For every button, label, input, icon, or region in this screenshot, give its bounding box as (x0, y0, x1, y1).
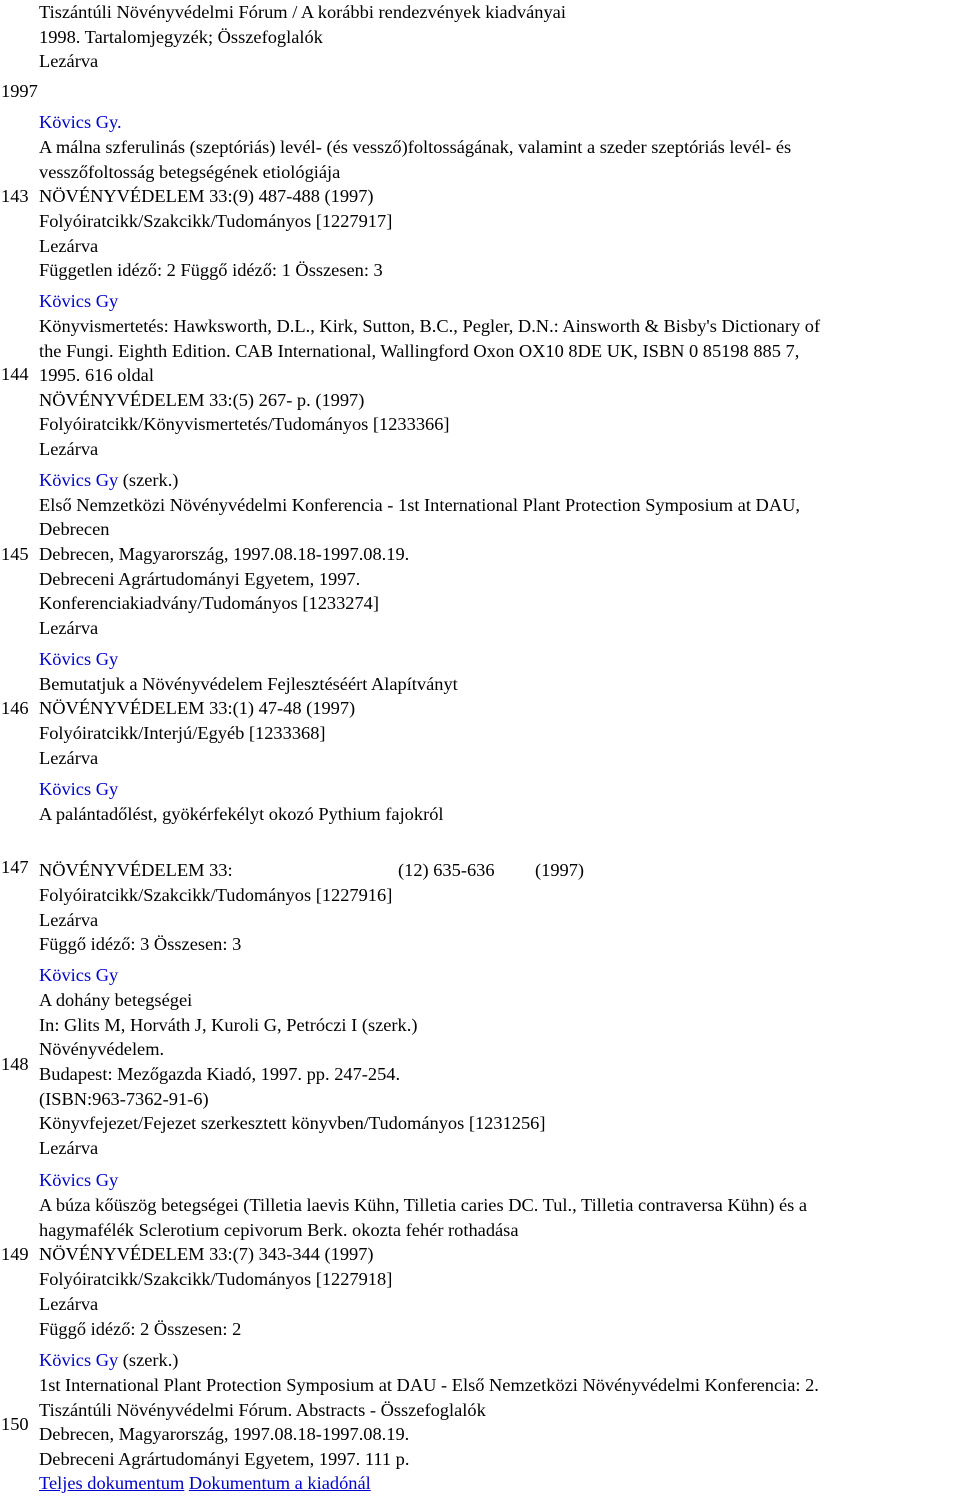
entry-book: Növényvédelem. (39, 1039, 165, 1059)
entry-title: A málna szferulinás (szeptóriás) levél- (és vessző)foltosságának, valamint a szeder szeptóriás levél- és (39, 137, 792, 157)
author-line (39, 468, 178, 493)
entry-source: NÖVÉNYVÉDELEM 33:(5) 267- p. (1997) (39, 390, 365, 410)
entry-title: Könyvismertetés: Hawksworth, D.L., Kirk, Sutton, B.C., Pegler, D.N.: Ainsworth & Bisby's Dictionary of (39, 316, 821, 336)
full-document-link[interactable]: Teljes dokumentum (39, 1473, 185, 1493)
citation-counts: Független idéző: 2 Függő idéző: 1 Összesen: 3 (39, 260, 383, 280)
author-line (39, 1348, 178, 1373)
status-label: Lezárva (39, 236, 99, 256)
publisher-document-link[interactable]: Dokumentum a kiadónál (188, 1473, 371, 1493)
entry-title: A búza kőüszög betegségei (Tilletia laevis Kühn, Tilletia caries DC. Tul., Tilletia contraversa Kühn) és a (39, 1195, 808, 1215)
entry-type: Könyvfejezet/Fejezet szerkesztett könyvben/Tudományos [1231256] (39, 1113, 546, 1133)
entry-type: Folyóiratcikk/Könyvismertetés/Tudományos [1233366] (39, 414, 450, 434)
status-label: Lezárva (39, 618, 99, 638)
entry-number: 149 (1, 1244, 29, 1264)
year-label: 1997 (1, 81, 38, 101)
author-link[interactable]: Kövics Gy (39, 470, 119, 490)
entry-number: 148 (1, 1054, 29, 1074)
editor-suffix: (szerk.) (118, 470, 179, 490)
author-link[interactable]: Kövics Gy (39, 965, 119, 985)
entry-title-cont: Tiszántúli Növényvédelmi Fórum. Abstracts - Összefoglalók (39, 1400, 486, 1420)
entry-links (39, 1471, 371, 1496)
entry-editors: In: Glits M, Horváth J, Kuroli G, Petróczi I (szerk.) (39, 1015, 418, 1035)
citation-counts: Függő idéző: 2 Összesen: 2 (39, 1319, 242, 1339)
entry-title: 1st International Plant Protection Symposium at DAU - Első Nemzetközi Növényvédelmi Konferencia: 2. (39, 1375, 819, 1395)
entry-title-cont: 1995. 616 oldal (39, 365, 154, 385)
entry-type: Konferenciakiadvány/Tudományos [1233274] (39, 593, 379, 613)
entry-publisher: Debreceni Agrártudományi Egyetem, 1997. (39, 569, 361, 589)
entry-place: Debrecen, Magyarország, 1997.08.18-1997.08.19. (39, 1424, 410, 1444)
entry-source-year: (1997) (535, 860, 585, 880)
editor-suffix: (szerk.) (118, 1350, 179, 1370)
status-label: Lezárva (39, 910, 99, 930)
status-label: Lezárva (39, 1138, 99, 1158)
entry-number: 143 (1, 186, 29, 206)
entry-title: A palántadőlést, gyökérfekélyt okozó Pythium fajokról (39, 804, 444, 824)
entry-title: A dohány betegségei (39, 990, 193, 1010)
author-link[interactable]: Kövics Gy (39, 1170, 119, 1190)
entry-publisher: Budapest: Mezőgazda Kiadó, 1997. pp. 247-254. (39, 1064, 401, 1084)
entry-number: 144 (1, 364, 29, 384)
series-title: Tiszántúli Növényvédelmi Fórum / A korábbi rendezvények kiadványai (39, 2, 566, 22)
entry-source-journal: NÖVÉNYVÉDELEM 33: (39, 860, 233, 880)
entry-title-cont: the Fungi. Eighth Edition. CAB International, Wallingford Oxon OX10 8DE UK, ISBN 0 85198 885 7, (39, 341, 800, 361)
author-link[interactable]: Kövics Gy (39, 291, 119, 311)
author-link[interactable]: Kövics Gy (39, 649, 119, 669)
entry-isbn: (ISBN:963-7362-91-6) (39, 1089, 209, 1109)
entry-title: Első Nemzetközi Növényvédelmi Konferencia - 1st International Plant Protection Symposium at DAU, (39, 495, 800, 515)
entry-title-cont: vesszőfoltosság betegségének etiológiája (39, 162, 341, 182)
author-link[interactable]: Kövics Gy (39, 1350, 119, 1370)
entry-number: 146 (1, 698, 29, 718)
entry-source-issue: (12) 635-636 (398, 860, 495, 880)
author-link[interactable]: Kövics Gy. (39, 112, 122, 132)
entry-place: Debrecen, Magyarország, 1997.08.18-1997.08.19. (39, 544, 410, 564)
author-link[interactable]: Kövics Gy (39, 779, 119, 799)
entry-type: Folyóiratcikk/Interjú/Egyéb [1233368] (39, 723, 326, 743)
status-label: Lezárva (39, 1294, 99, 1314)
entry-title-cont: Debrecen (39, 519, 110, 539)
entry-type: Folyóiratcikk/Szakcikk/Tudományos [1227918] (39, 1269, 393, 1289)
entry-title-cont: hagymafélék Sclerotium cepivorum Berk. okozta fehér rothadása (39, 1220, 519, 1240)
entry-type: Folyóiratcikk/Szakcikk/Tudományos [1227917] (39, 211, 393, 231)
entry-source: NÖVÉNYVÉDELEM 33:(9) 487-488 (1997) (39, 186, 374, 206)
entry-number: 150 (1, 1414, 29, 1434)
entry-type: Folyóiratcikk/Szakcikk/Tudományos [1227916] (39, 885, 393, 905)
status-label: Lezárva (39, 51, 99, 71)
citation-counts: Függő idéző: 3 Összesen: 3 (39, 934, 242, 954)
contents-title: 1998. Tartalomjegyzék; Összefoglalók (39, 27, 323, 47)
entry-number: 145 (1, 544, 29, 564)
status-label: Lezárva (39, 439, 99, 459)
entry-number: 147 (1, 857, 29, 877)
entry-source: NÖVÉNYVÉDELEM 33:(1) 47-48 (1997) (39, 698, 356, 718)
entry-title: Bemutatjuk a Növényvédelem Fejlesztéséért Alapítványt (39, 674, 458, 694)
entry-publisher: Debreceni Agrártudományi Egyetem, 1997. 111 p. (39, 1449, 410, 1469)
status-label: Lezárva (39, 748, 99, 768)
entry-source: NÖVÉNYVÉDELEM 33:(7) 343-344 (1997) (39, 1244, 374, 1264)
